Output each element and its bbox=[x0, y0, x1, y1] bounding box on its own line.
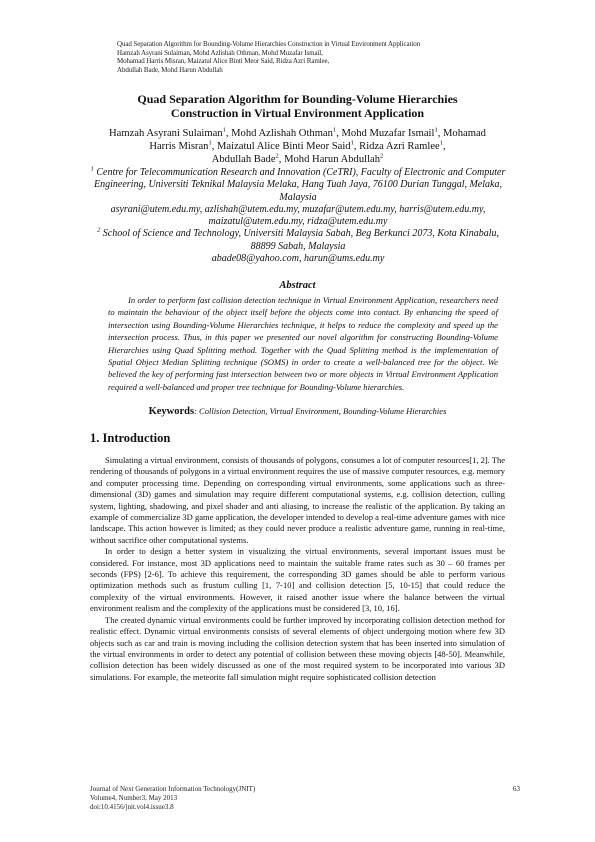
abstract-text: In order to perform fast collision detection technique in Virtual Environment Application, researchers need to maintain the behaviour of the object itself before the objects come into contact. By enhancing the speed of intersection using Bounding-Volume Hierarchies technique, it helps to reduce the complexity and speed up the intersection process. Thus, in this paper we presented our novel algorithm for constructing Bounding-Volume Hierarchies using Quad Splitting method. Together with the Quad Splitting method is the implementation of Spatial Object Median Splitting technique (SOMS) in order to create a well-balanced tree for the object. We believed the key of performing fast intersection between two or more objects in Virtual Environment Application required a well-balanced and proper tree technique for Bounding-Volume hierarchies. bbox=[108, 295, 498, 392]
page-number: 63 bbox=[513, 785, 520, 793]
abstract-heading: Abstract bbox=[279, 280, 316, 291]
footer-line: Journal of Next Generation Information Technology(JNIT) bbox=[90, 785, 256, 793]
affiliation-2: $^2$ School of Science and Technology, Universiti Malaysia Sabah, Beg Berkunci 2073, Kota Kinabalu, 88899 Sabah, Malaysia bbox=[97, 227, 499, 252]
body-text bbox=[90, 455, 505, 683]
journal-footer bbox=[90, 785, 255, 812]
title-line: Quad Separation Algorithm for Bounding-Volume Hierarchies bbox=[137, 92, 458, 106]
keywords bbox=[90, 406, 505, 417]
affiliation-1: $^1$ Centre for Telecommunication Research and Innovation (CeTRI), Faculty of Electronic and Computer Engineering, Universiti Teknikal Malaysia Melaka, Hang Tuah Jaya, 76100 Durian Tunggal, Melaka, Malaysia bbox=[90, 165, 506, 203]
author: Abdullah Bade bbox=[211, 154, 276, 165]
section-heading: 1. Introduction bbox=[90, 431, 171, 445]
paper-title bbox=[90, 92, 505, 120]
footer-line: Volume4, Number3, May 2013 bbox=[90, 794, 178, 802]
author-list: Hamzah Asyrani Sulaiman$^1$, Mohd Azlishah Othman$^1$, Mohd Muzafar Ismail$^1$, Mohamad Harris Misran$^1$, Maizatul Alice Binti Meor Said$^1$, Ridza Azri Ramlee$^1$, Abdullah Bade$^2$, Mohd Harun Abdullah$^2$ bbox=[109, 126, 486, 165]
keywords-label: Keywords bbox=[148, 406, 195, 417]
affiliations bbox=[88, 167, 508, 265]
running-header-line: Mohamad Harris Misran, Maizatul Alice Binti Meor Said, Ridza Azri Ramlee, bbox=[117, 57, 330, 66]
paragraph: Simulating a virtual environment, consists of thousands of polygons, consumes a lot of computer resources[1, 2]. The rendering of thousands of polygons in a virtual environment requires the use of massive computer resources, e.g. memory and computer processing time. Depending on corresponding virtual environments, some applications such as three-dimensional (3D) games and simulation may require different computational systems, e.g. collision detection, culling system, lighting, shadowing, and pixel shader and anti aliasing, to increase the realistic of the application. By taking an example of commercialize 3D game application, the developer intended to develop a real-time adventure games with nice landscape. This action however is limited; as they could never produce a realistic adventure game, running in real-time, without sacrifice other computational systems. bbox=[90, 455, 505, 545]
title-line: Construction in Virtual Environment Application bbox=[170, 106, 425, 120]
author: Mohd Muzafar Ismail bbox=[341, 128, 435, 139]
running-header bbox=[117, 40, 517, 74]
paragraph: The created dynamic virtual environments could be further improved by incorporating collision detection method for realistic effect. Dynamic virtual environments consists of several elements of object undergoing motion where few 3D objects such as car and train is moving including the collision detection system that has been inserted into simulation of the virtual environments in order to detect any potential of collision between these moving objects [48-50]. Meanwhile, collision detection has been widely discussed as one of the most required system to be incorporated into various 3D simulations. For example, the meteorite fall simulation might require sophisticated collision detection bbox=[90, 614, 505, 682]
author: Ridza Azri Ramlee bbox=[359, 141, 440, 152]
keywords-text: : Collision Detection, Virtual Environment, Bounding-Volume Hierarchies bbox=[194, 406, 447, 416]
running-header-line: Hamzah Asyrani Sulaiman, Mohd Azlishah Othman, Mohd Muzafar Ismail, bbox=[117, 48, 323, 57]
paragraph: In order to design a better system in visualizing the virtual environments, several important issues must be considered. For instance, most 3D applications need to maintain the suitable frame rates such as 30 – 60 frames per seconds (FPS) [2-6]. To achieve this requirement, the corresponding 3D games should be able to perform various optimization methods such as frustum culling [1, 7-10] and collision detection [5, 10-15] that could reduce the complexity of the virtual environments. However, it raised another issue where the balance between the virtual environment realism and the complexity of the applications must be considered [3, 10, 16]. bbox=[90, 546, 505, 614]
author: Mohd Azlishah Othman bbox=[231, 128, 333, 139]
affiliation-1-emails: asyrani@utem.edu.my, azlishah@utem.edu.my, muzafar@utem.edu.my, harris@utem.edu.my, maizatul@utem.edu.my, ridza@utem.edu.my bbox=[110, 203, 486, 228]
affiliation-2-emails: abade08@yahoo.com, harun@ums.edu.my bbox=[211, 253, 385, 265]
author: Hamzah Asyrani Sulaiman bbox=[109, 128, 223, 139]
running-header-line: Quad Separation Algorithm for Bounding-Volume Hierarchies Construction in Virtual Environment Application bbox=[117, 40, 420, 48]
author: Maizatul Alice Binti Meor Said bbox=[217, 141, 351, 152]
author: Mohd Harun Abdullah bbox=[284, 154, 381, 165]
footer-line: doi:10.4156/jnit.vol4.issue3.8 bbox=[90, 803, 174, 811]
running-header-line: Abdullah Bade, Mohd Harun Abdullah bbox=[117, 65, 223, 74]
